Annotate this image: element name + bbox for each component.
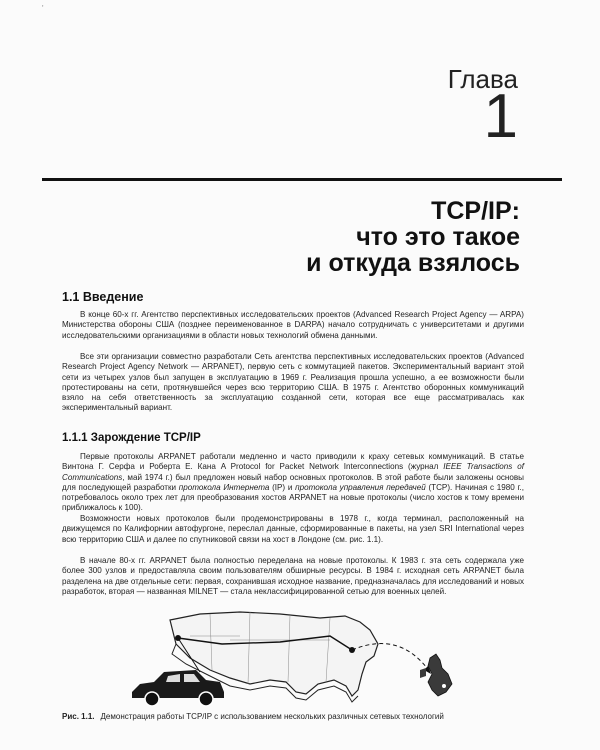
chapter-title-line-3: и откуда взялось bbox=[306, 249, 520, 277]
section-heading-introduction: 1.1 Введение bbox=[62, 290, 144, 304]
paragraph-origins-2: Возможности новых протоколов были продемонстрированы в 1978 г., когда терминал, расположенный на движущемся по Калифорнии автофургоне, переслал данные, сформированные в пакеты, на узел SRI International через всю территорию США и далее по спутниковой связи на хост в Лондоне (см. рис. 1.1). bbox=[62, 514, 524, 544]
chapter-number: 1 bbox=[483, 82, 518, 151]
subsection-heading-origins: 1.1.1 Зарождение TCP/IP bbox=[62, 432, 201, 444]
paragraph-origins-1-d: (TCP). Начиная с 1980 г., потребовалось около трех лет для преобразования хостов ARPANET на новые протоколы (число хостов к тому времени приближалось к 100). bbox=[62, 482, 524, 513]
paragraph-origins-3: В начале 80-х гг. ARPANET была полностью переделана на новые протоколы. К 1983 г. эта сеть содержала уже более 300 узлов и предоставляла своим пользователям обширные ресурсы. В 1984 г. исходная сеть ARPANET была разделена на две отдельные сети: первая, сохранившая исходное название, предназначалась для исследований и новых разработок, вторая — названная MILNET — стала неклассифицированной сетью для военных целей. bbox=[62, 556, 524, 596]
figure-caption-label: Рис. 1.1. bbox=[62, 712, 95, 721]
paragraph-origins-1-c: (IP) и bbox=[269, 482, 296, 492]
journal-title: IEEE Transactions of Communications bbox=[62, 462, 524, 482]
paragraph-origins-1-b: , май 1974 г.) был предложен новый набор основных протоколов. В этой работе были заложены основы для последующей разработки bbox=[62, 472, 524, 492]
chapter-title bbox=[306, 198, 520, 276]
figure-caption bbox=[62, 712, 444, 721]
uk-map-illustration bbox=[428, 654, 452, 696]
van-illustration bbox=[132, 670, 224, 706]
chapter-title-line-1: TCP/IP: bbox=[431, 197, 520, 225]
page-corner-mark: ' bbox=[42, 4, 44, 13]
paragraph-origins-1 bbox=[62, 452, 524, 514]
network-node-london bbox=[442, 684, 446, 688]
paragraph-intro-1: В конце 60-х гг. Агентство перспективных исследовательских проектов (Advanced Research Project Agency — ARPA) Министерства обороны США (позднее переименованное в DARPA) начало сотрудничать с университетами и другими исследовательскими организациями в области новых технологий обмена данными. bbox=[62, 310, 524, 340]
chapter-title-line-2: что это такое bbox=[356, 223, 520, 251]
paragraph-intro-2: Все эти организации совместно разработали Сеть агентства перспективных исследовательских проектов (Advanced Research Project Agency Network — ARPANET), первую сеть с коммутацией пакетов. Экспериментальный вариант этой сети из четырех узлов был запущен в эксплуатацию в 1969 г. Реализация прошла успешно, а ее возможности были протестированы на сети, протянувшейся через всю территорию США. В 1975 г. Агентство оборонных коммуникаций взяло на себя ответственность за эксплуатацию созданной сети, которая все еще рассматривалась как экспериментальный вариант. bbox=[62, 352, 524, 413]
figure-caption-text: Демонстрация работы TCP/IP с использованием нескольких различных сетевых технологий bbox=[100, 712, 444, 721]
chapter-label: Глава bbox=[447, 64, 518, 94]
term-transmission-control-protocol: протокола управления передачей bbox=[295, 482, 426, 492]
chapter-divider bbox=[42, 178, 562, 181]
figure-tcpip-demo bbox=[130, 600, 490, 712]
paragraph-origins-1-a: Первые протоколы ARPANET работали медленно и часто приводили к краху сетевых коммуникаций. В статье Винтона Г. Серфа и Роберта Е. Кана A Protocol for Packet Network Interconnections (журнал bbox=[62, 452, 524, 472]
term-internet-protocol: протокола Интернета bbox=[178, 482, 270, 492]
